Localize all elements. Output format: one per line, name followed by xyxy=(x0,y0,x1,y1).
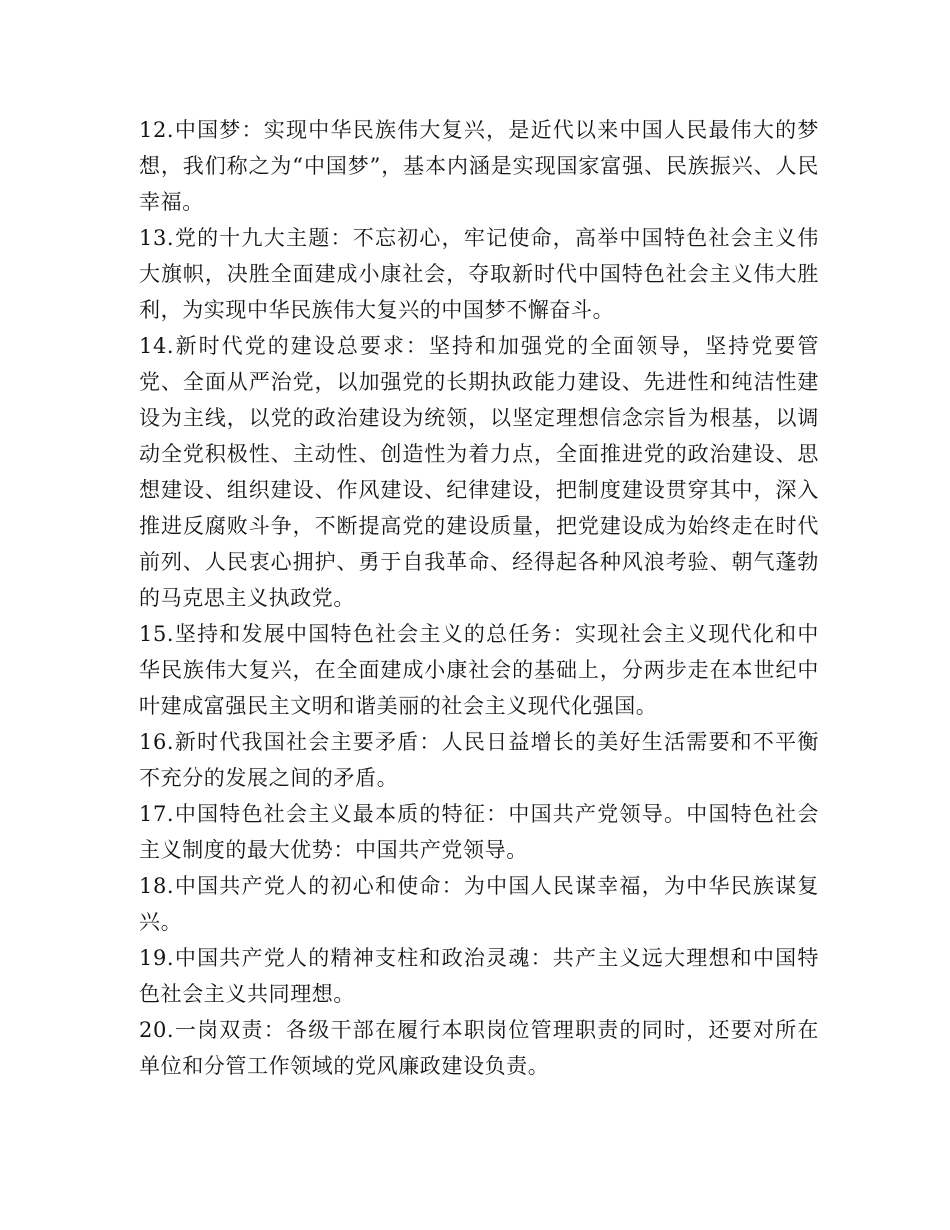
document-body xyxy=(139,112,819,1084)
list-item-17: 17.中国特色社会主义最本质的特征：中国共产党领导。中国特色社会主义制度的最大优势：中国共产党领导。 xyxy=(139,802,819,862)
list-item-19: 19.中国共产党人的精神支柱和政治灵魂：共产主义远大理想和中国特色社会主义共同理想。 xyxy=(139,946,819,1006)
list-item-14: 14.新时代党的建设总要求：坚持和加强党的全面领导，坚持党要管党、全面从严治党，以加强党的长期执政能力建设、先进性和纯洁性建设为主线，以党的政治建设为统领，以坚定理想信念宗旨为根基，以调动全党积极性、主动性、创造性为着力点，全面推进党的政治建设、思想建设、组织建设、作风建设、纪律建设，把制度建设贯穿其中，深入推进反腐败斗争，不断提高党的建设质量，把党建设成为始终走在时代前列、人民衷心拥护、勇于自我革命、经得起各种风浪考验、朝气蓬勃的马克思主义执政党。 xyxy=(139,334,819,610)
list-item-15: 15.坚持和发展中国特色社会主义的总任务：实现社会主义现代化和中华民族伟大复兴，在全面建成小康社会的基础上，分两步走在本世纪中叶建成富强民主文明和谐美丽的社会主义现代化强国。 xyxy=(139,622,819,718)
list-item-18: 18.中国共产党人的初心和使命：为中国人民谋幸福，为中华民族谋复兴。 xyxy=(139,874,819,934)
list-item-16: 16.新时代我国社会主要矛盾：人民日益增长的美好生活需要和不平衡不充分的发展之间的矛盾。 xyxy=(139,730,819,790)
list-item-13: 13.党的十九大主题：不忘初心，牢记使命，高举中国特色社会主义伟大旗帜，决胜全面建成小康社会，夺取新时代中国特色社会主义伟大胜利，为实现中华民族伟大复兴的中国梦不懈奋斗。 xyxy=(139,226,819,322)
list-item-12: 12.中国梦：实现中华民族伟大复兴，是近代以来中国人民最伟大的梦想，我们称之为“中国梦”，基本内涵是实现国家富强、民族振兴、人民幸福。 xyxy=(139,118,819,214)
list-item-20: 20.一岗双责：各级干部在履行本职岗位管理职责的同时，还要对所在单位和分管工作领域的党风廉政建设负责。 xyxy=(139,1018,819,1078)
